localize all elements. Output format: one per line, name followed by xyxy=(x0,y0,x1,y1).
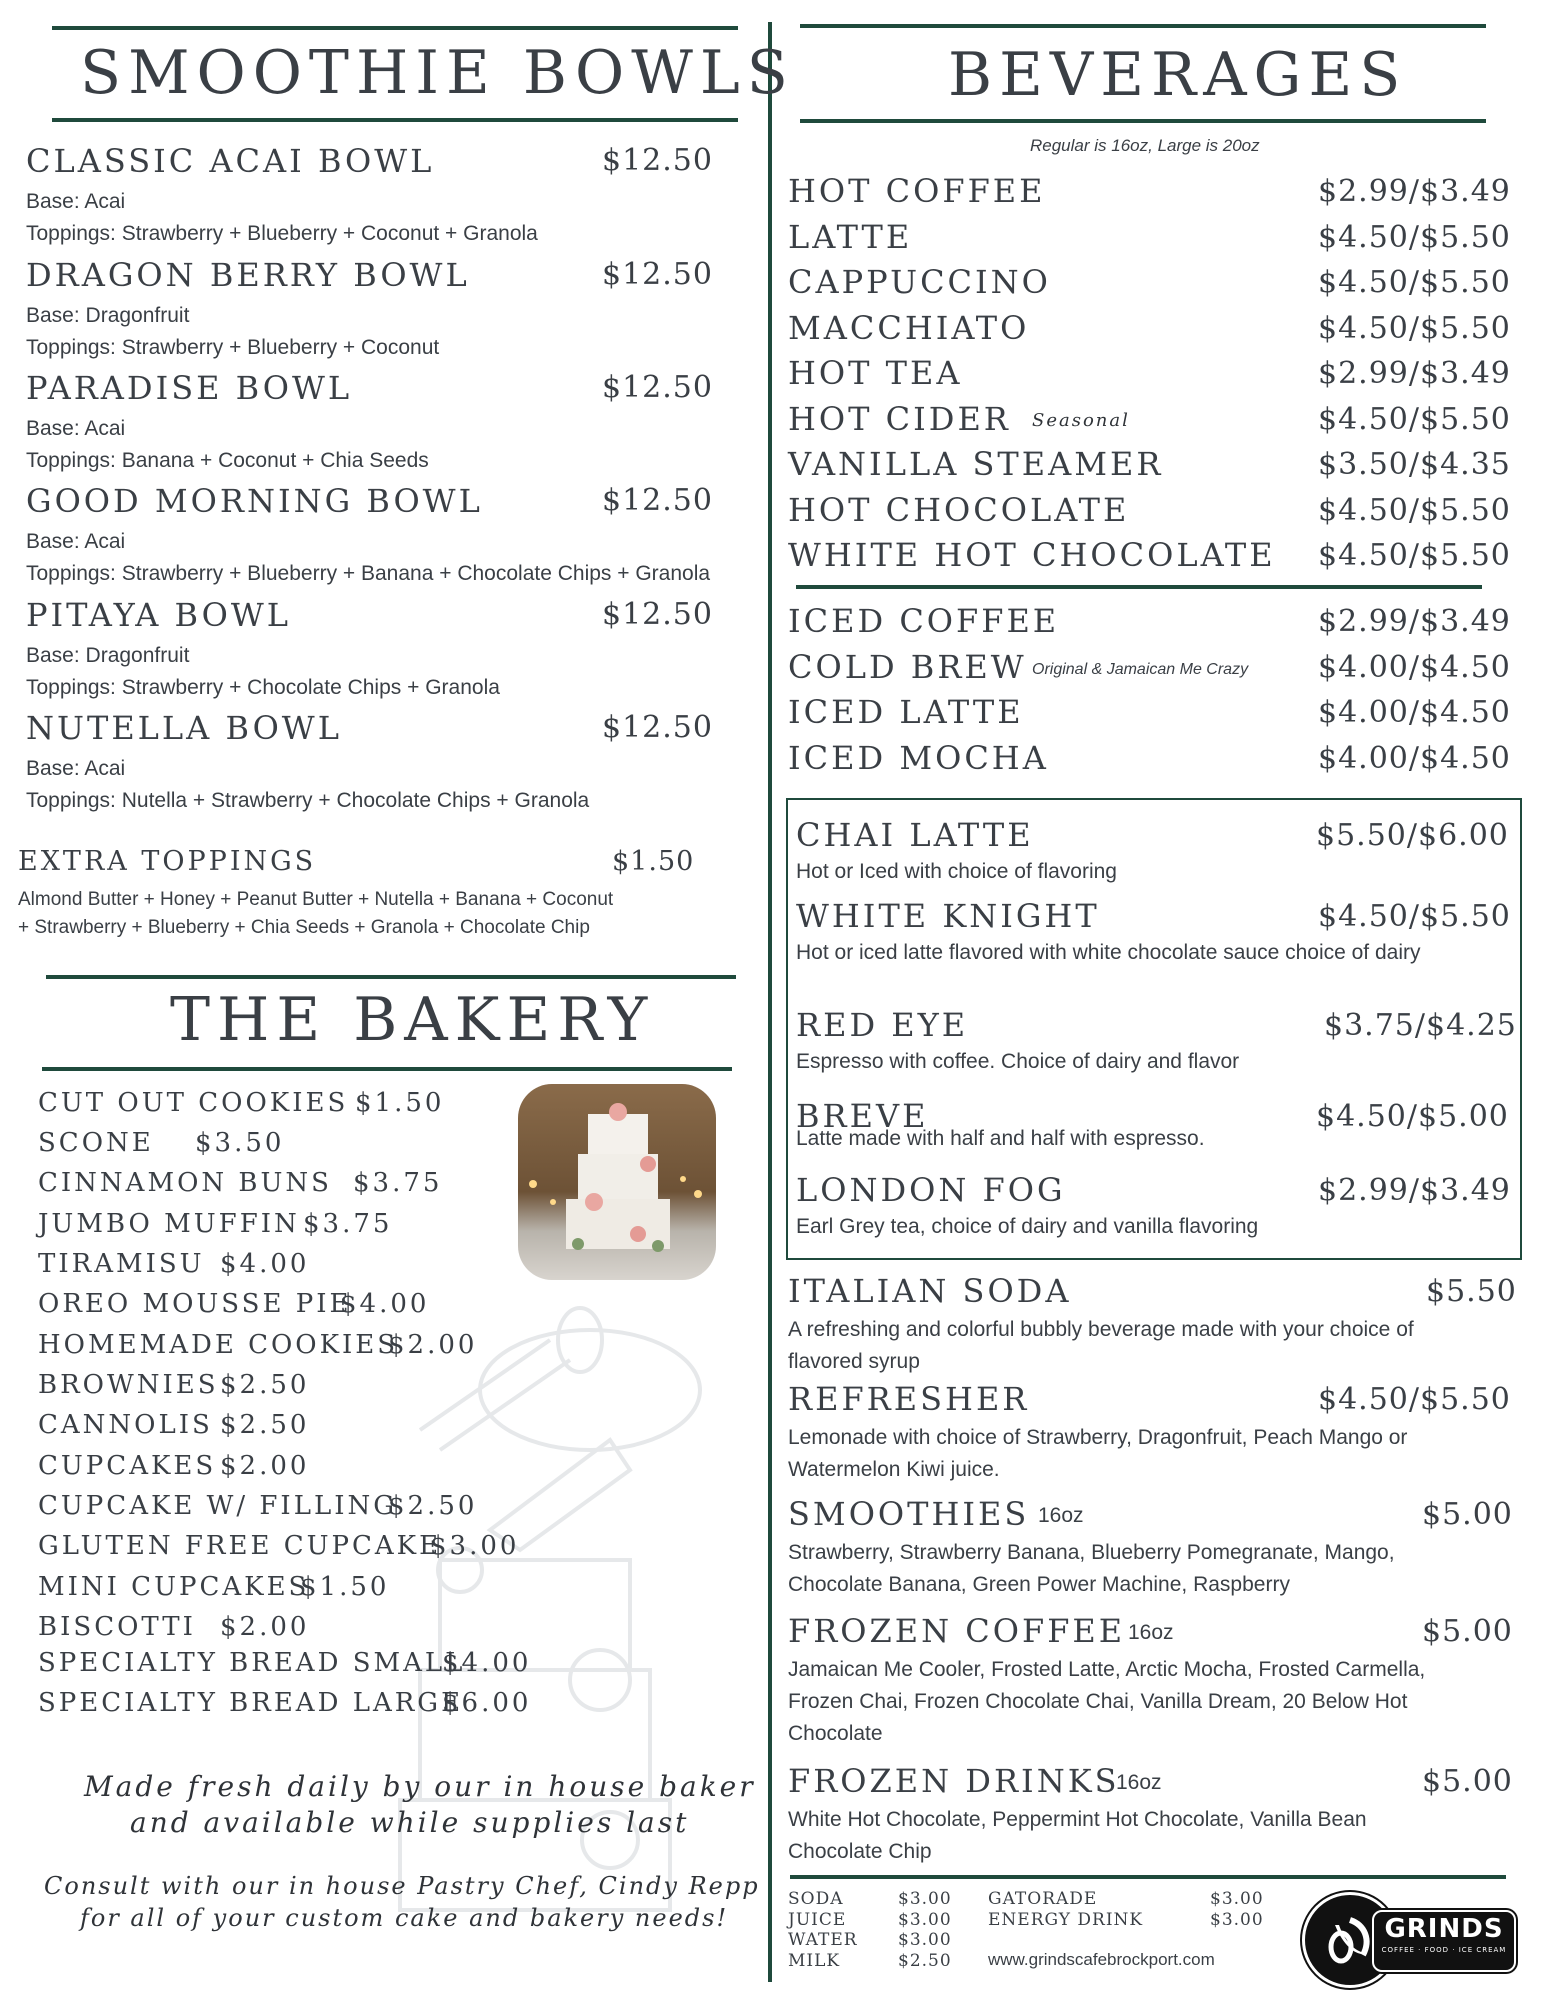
cold-drink-desc: Strawberry, Strawberry Banana, Blueberry Pomegranate, Mango, Chocolate Banana, Green Power Machine, Raspberry xyxy=(788,1541,1395,1596)
special-desc: Hot or iced latte flavored with white chocolate sauce choice of dairy xyxy=(796,941,1421,964)
smoothie-base: Base: Dragonfruit xyxy=(26,644,190,667)
misc-drink-price: $3.00 xyxy=(898,1889,952,1909)
special-price: $2.99/$3.49 xyxy=(1318,1173,1511,1208)
bakery-item-name: SPECIALTY BREAD LARGE xyxy=(38,1688,464,1718)
bakery-item-name: BISCOTTI xyxy=(38,1612,196,1642)
cold-drink-name: ITALIAN SODA xyxy=(788,1272,1072,1310)
bakery-item-price: $4.00 xyxy=(220,1249,310,1279)
iced-drink-price: $2.99/$3.49 xyxy=(1318,604,1511,639)
smoothie-toppings: Toppings: Strawberry + Chocolate Chips + Granola xyxy=(26,676,500,699)
hot-drink-name: HOT TEA xyxy=(788,354,963,392)
special-price: $4.50/$5.50 xyxy=(1318,899,1511,934)
bakery-fresh-line2: and available while supplies last xyxy=(130,1806,690,1839)
special-name: RED EYE xyxy=(796,1006,969,1044)
bakery-item-name: CINNAMON BUNS xyxy=(38,1168,332,1198)
smoothie-base: Base: Dragonfruit xyxy=(26,304,190,327)
website[interactable]: www.grindscafebrockport.com xyxy=(988,1950,1215,1969)
special-price: $3.75/$4.25 xyxy=(1324,1008,1517,1043)
hot-drink-price: $4.50/$5.50 xyxy=(1318,401,1511,437)
iced-drink-name: COLD BREW xyxy=(788,647,1027,686)
hot-iced-rule xyxy=(796,585,1482,589)
smoothie-price: $12.50 xyxy=(602,710,713,745)
cold-drink-size: 16oz xyxy=(1128,1621,1174,1644)
cold-drink-price: $4.50/$5.50 xyxy=(1318,1382,1511,1417)
iced-drink-name: ICED MOCHA xyxy=(788,738,1049,777)
misc-drink-price: $2.50 xyxy=(898,1950,952,1971)
misc-drink-price: $3.00 xyxy=(1210,1909,1264,1930)
bakery-item-price: $3.75 xyxy=(353,1168,443,1198)
bakery-item-price: $4.00 xyxy=(340,1289,430,1319)
hot-drink-price: $4.50/$5.50 xyxy=(1318,492,1511,528)
smoothie-toppings: Toppings: Strawberry + Blueberry + Banana + Chocolate Chips + Granola xyxy=(26,562,711,585)
misc-drink-price: $3.00 xyxy=(898,1930,952,1950)
misc-drink-price: $3.00 xyxy=(898,1909,952,1930)
bakery-item-price: $1.50 xyxy=(355,1088,445,1118)
special-name: WHITE KNIGHT xyxy=(796,897,1100,935)
cold-drink-name: FROZEN DRINKS xyxy=(788,1762,1120,1800)
iced-drink-name: ICED COFFEE xyxy=(788,602,1060,640)
beverages-title: BEVERAGES xyxy=(948,40,1408,110)
smoothie-toppings: Toppings: Strawberry + Blueberry + Coconut + Granola xyxy=(26,222,538,245)
cold-drink-desc: Jamaican Me Cooler, Frosted Latte, Arctic Mocha, Frosted Carmella, Frozen Chai, Frozen Chocolate Chai, Vanilla Dream, 20 Below Hot Chocolate xyxy=(788,1658,1426,1745)
bakery-item-price: $1.50 xyxy=(300,1572,390,1602)
bakery-item-price: $2.00 xyxy=(220,1451,310,1481)
special-desc: Earl Grey tea, choice of dairy and vanilla flavoring xyxy=(796,1215,1259,1238)
hot-drink-name: VANILLA STEAMER xyxy=(788,445,1164,483)
bakery-item-price: $2.00 xyxy=(220,1612,310,1642)
iced-drink-price: $4.00/$4.50 xyxy=(1318,695,1511,730)
cold-drink-size: 16oz xyxy=(1116,1771,1162,1794)
smoothie-price: $12.50 xyxy=(602,143,713,178)
hot-drink-price: $2.99/$3.49 xyxy=(1318,356,1511,391)
beverages-bottom-rule xyxy=(800,119,1486,123)
bakery-item-price: $3.75 xyxy=(303,1209,393,1239)
bakery-item-name: GLUTEN FREE CUPCAKE xyxy=(38,1531,442,1561)
bakery-item-price: $2.50 xyxy=(220,1370,310,1400)
bakery-item-name: SCONE xyxy=(38,1128,154,1158)
cold-drink-name: REFRESHER xyxy=(788,1380,1030,1418)
hot-drink-price: $4.50/$5.50 xyxy=(1318,219,1511,255)
bakery-consult-line2: for all of your custom cake and bakery needs! xyxy=(80,1904,729,1932)
logo-name: GRINDS xyxy=(1384,1914,1504,1944)
bakery-item-price: $2.50 xyxy=(220,1410,310,1440)
smoothie-name: CLASSIC ACAI BOWL xyxy=(26,142,435,180)
hot-drink-name: MACCHIATO xyxy=(788,308,1030,347)
misc-top-rule xyxy=(790,1875,1506,1879)
special-name: LONDON FOG xyxy=(796,1171,1066,1209)
smoothie-name: PITAYA BOWL xyxy=(26,596,291,634)
bakery-item-name: BROWNIES xyxy=(38,1370,219,1400)
bakery-consult-line1: Consult with our in house Pastry Chef, Cindy Repp xyxy=(44,1872,760,1900)
smoothie-name: PARADISE BOWL xyxy=(26,369,353,407)
bakery-bottom-rule xyxy=(42,1067,732,1071)
cold-drink-desc: A refreshing and colorful bubbly beverage made with your choice of flavored syrup xyxy=(788,1318,1414,1373)
special-name: BREVE xyxy=(796,1097,929,1135)
logo-badge xyxy=(1372,1910,1516,1972)
bakery-item-name: OREO MOUSSE PIE xyxy=(38,1289,352,1319)
bakery-item-name: HOMEMADE COOKIES xyxy=(38,1330,399,1360)
cold-drink-size: 16oz xyxy=(1038,1504,1084,1527)
cake-photo xyxy=(518,1084,716,1280)
bakery-item-name: MINI CUPCAKES xyxy=(38,1572,310,1602)
bakery-item-price: $3.50 xyxy=(195,1128,285,1158)
extra-toppings-line2: + Strawberry + Blueberry + Chia Seeds + Granola + Chocolate Chip xyxy=(18,917,590,938)
bakery-item-name: CUPCAKE W/ FILLING xyxy=(38,1491,398,1521)
extra-toppings-price: $1.50 xyxy=(612,846,695,877)
smoothie-top-rule xyxy=(52,26,738,30)
bakery-item-name: SPECIALTY BREAD SMALL xyxy=(38,1648,466,1678)
smoothie-title: SMOOTHIE BOWLS xyxy=(80,38,795,108)
special-desc: Espresso with coffee. Choice of dairy and flavor xyxy=(796,1050,1240,1073)
cold-drink-name: SMOOTHIES xyxy=(788,1495,1030,1533)
smoothie-toppings: Toppings: Banana + Coconut + Chia Seeds xyxy=(26,449,429,472)
smoothie-base: Base: Acai xyxy=(26,417,126,440)
bakery-title: THE BAKERY xyxy=(170,985,655,1055)
misc-drink-name: JUICE xyxy=(788,1909,847,1930)
bakery-item-price: $4.00 xyxy=(442,1648,532,1678)
smoothie-name: NUTELLA BOWL xyxy=(26,709,342,747)
special-desc: Latte made with half and half with espresso. xyxy=(796,1127,1205,1150)
misc-drink-name: GATORADE xyxy=(988,1889,1098,1909)
smoothie-bottom-rule xyxy=(52,118,738,122)
extra-toppings-name: EXTRA TOPPINGS xyxy=(18,846,317,877)
hot-drink-price: $4.50/$5.50 xyxy=(1318,538,1511,573)
bakery-item-price: $3.00 xyxy=(430,1531,520,1561)
special-name: CHAI LATTE xyxy=(796,816,1034,854)
smoothie-price: $12.50 xyxy=(602,257,713,292)
cold-drink-desc: White Hot Chocolate, Peppermint Hot Chocolate, Vanilla Bean Chocolate Chip xyxy=(788,1808,1367,1863)
misc-drink-name: SODA xyxy=(788,1889,844,1909)
cold-drink-price: $5.50 xyxy=(1426,1274,1517,1309)
cold-brew-tag: Original & Jamaican Me Crazy xyxy=(1032,660,1249,678)
bakery-top-rule xyxy=(46,975,736,979)
misc-drink-name: WATER xyxy=(788,1930,858,1950)
hot-drink-price: $2.99/$3.49 xyxy=(1318,174,1511,209)
hot-drink-price: $4.50/$5.50 xyxy=(1318,265,1511,300)
extra-toppings-line1: Almond Butter + Honey + Peanut Butter + Nutella + Banana + Coconut xyxy=(18,889,614,910)
hot-drink-price: $4.50/$5.50 xyxy=(1318,310,1511,346)
center-divider xyxy=(768,22,772,1982)
smoothie-name: DRAGON BERRY BOWL xyxy=(26,256,470,294)
special-price: $4.50/$5.00 xyxy=(1316,1099,1509,1134)
bakery-item-name: CUT OUT COOKIES xyxy=(38,1088,349,1118)
misc-drink-name: ENERGY DRINK xyxy=(988,1909,1144,1930)
bakery-item-price: $6.00 xyxy=(442,1688,532,1718)
bakery-item-price: $2.50 xyxy=(388,1491,478,1521)
hot-drink-name: HOT COFFEE xyxy=(788,172,1046,210)
iced-drink-price: $4.00/$4.50 xyxy=(1318,740,1511,776)
cold-drink-price: $5.00 xyxy=(1422,1497,1513,1532)
cold-drink-desc: Lemonade with choice of Strawberry, Dragonfruit, Peach Mango or Watermelon Kiwi juice. xyxy=(788,1426,1408,1481)
hot-drink-name: WHITE HOT CHOCOLATE xyxy=(788,536,1276,574)
hot-drink-name: HOT CHOCOLATE xyxy=(788,490,1130,529)
iced-drink-price: $4.00/$4.50 xyxy=(1318,649,1511,685)
iced-drink-name: ICED LATTE xyxy=(788,693,1024,731)
hot-drink-price: $3.50/$4.35 xyxy=(1318,447,1511,482)
bakery-item-name: CANNOLIS xyxy=(38,1410,213,1440)
smoothie-toppings: Toppings: Nutella + Strawberry + Chocolate Chips + Granola xyxy=(26,789,590,812)
special-desc: Hot or Iced with choice of flavoring xyxy=(796,860,1117,883)
hot-drink-name: CAPPUCCINO xyxy=(788,263,1051,301)
grinds-logo xyxy=(1302,1892,1512,1990)
cold-drink-price: $5.00 xyxy=(1422,1764,1513,1799)
bakery-item-name: JUMBO MUFFIN xyxy=(38,1209,300,1239)
size-note: Regular is 16oz, Large is 20oz xyxy=(1030,136,1260,155)
beverages-top-rule xyxy=(800,24,1486,28)
hot-drink-name: LATTE xyxy=(788,217,913,256)
smoothie-base: Base: Acai xyxy=(26,190,126,213)
bakery-item-name: TIRAMISU xyxy=(38,1249,205,1279)
bakery-fresh-line1: Made fresh daily by our in house baker xyxy=(84,1770,756,1803)
misc-drink-name: MILK xyxy=(788,1950,841,1971)
misc-drink-price: $3.00 xyxy=(1210,1889,1264,1909)
cold-drink-price: $5.00 xyxy=(1422,1614,1513,1649)
smoothie-price: $12.50 xyxy=(602,597,713,632)
special-price: $5.50/$6.00 xyxy=(1316,818,1509,853)
smoothie-base: Base: Acai xyxy=(26,530,126,553)
bakery-item-name: CUPCAKES xyxy=(38,1451,217,1481)
smoothie-price: $12.50 xyxy=(602,483,713,518)
hot-drink-name: HOT CIDER xyxy=(788,399,1011,438)
bakery-item-price: $2.00 xyxy=(388,1330,478,1360)
logo-tagline: COFFEE · FOOD · ICE CREAM xyxy=(1381,1946,1507,1954)
smoothie-base: Base: Acai xyxy=(26,757,126,780)
cold-drink-name: FROZEN COFFEE xyxy=(788,1612,1126,1650)
smoothie-toppings: Toppings: Strawberry + Blueberry + Coconut xyxy=(26,336,440,359)
seasonal-tag: Seasonal xyxy=(1032,409,1130,431)
smoothie-price: $12.50 xyxy=(602,370,713,405)
smoothie-name: GOOD MORNING BOWL xyxy=(26,482,483,520)
